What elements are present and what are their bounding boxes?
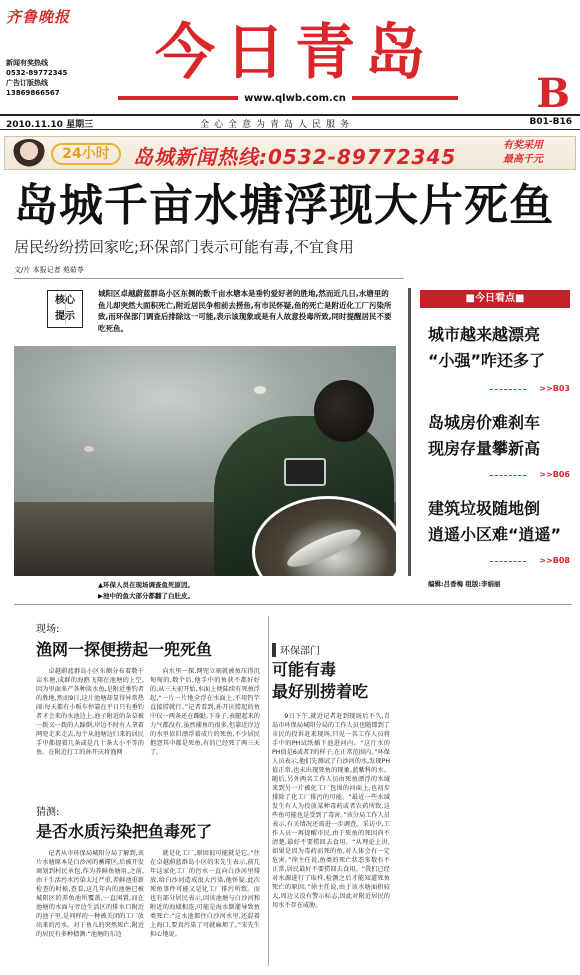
cause-title: 是否水质污染把鱼毒死了 <box>36 822 213 841</box>
website[interactable] <box>150 93 440 104</box>
subhead: 居民纷纷捞回家吃;环保部门表示可能有毒,不宜食用 <box>14 238 354 256</box>
banner-slogan <box>503 139 563 167</box>
key-points-box <box>47 290 83 328</box>
highlight-item[interactable] <box>428 322 573 374</box>
masthead-title: 今日青岛 <box>155 18 435 88</box>
banner-slogan-2: 最高千元 <box>503 154 543 165</box>
cause-body-col-2: 就是化工厂,原因很可能就是它。”住在卓越蔚蓝群岛小区的宋先生表示,前几年这家化工厂的污水一直向白沙河里排放,给白沙河造成很大污染,他怀疑,此次死鱼事件可能又是化工厂排污所致。而也有部分居民表示,因该池塘与白沙河和附近的海域相连,可能是海水倒灌导致鱼类死亡:“这水池都往白沙河水里,还混着上海口,要真污染了可就麻烦了。”宋先生担心地说。 <box>150 850 260 938</box>
cause-body-col-1: 记者从市环保局城阳分局了解到,该片水塘原本是白沙河的蓄滞区,后被开发商划到村民承包,作为养鲜鱼塘用,之前,由于生活污水污染太过严重,养鲜池重新检查的时候,查看,这几年内的池塘已被城阳区的养鱼池所覆盖,一直闲置,而在池塘的水面与旁边生活区的排水口附近的池子里,是同样的一种被关闭的工厂放出来的污水。对于鱼儿的突然死亡,附近的居民有多种猜测:“池塘的东边 <box>36 850 144 938</box>
caption-1: ▲环保人员在现场调查鱼死原因。 <box>98 581 194 589</box>
hotline-banner[interactable] <box>4 136 576 170</box>
headline: 岛城千亩水塘浮现大片死鱼 <box>14 180 554 231</box>
key-char-4: 示 <box>65 311 75 322</box>
divider <box>14 604 572 605</box>
website-text[interactable]: www.qlwb.com.cn <box>238 93 352 104</box>
section-marker-icon <box>272 643 276 657</box>
dead-fish-photo[interactable] <box>14 346 396 576</box>
scene-body-col-1: 卓越蔚蓝群岛小区东侧分布着数千亩水塘,成群的海鸥飞翔在池塘的上空,因为里面多产各种淡水鱼,是附近垂钓者的胜地,然而9日,这片池塘却显得异常热闹:每天都有小贩车停靠在平日只有垂钓者才会来的水池边上,池子附近的杂草被一拨又一拨的人踩倒,岸边不时有人拿着网兜走来走去,每个从池塘边归来的居民手中都提着几条或是几十条大小不等的鱼。在附近打工的孙开庆将渔网 <box>36 668 144 756</box>
highlight-page-ref[interactable]: >>B08 <box>490 556 570 565</box>
sidebar-rule <box>408 288 411 576</box>
ad-number: 13869866567 <box>6 89 60 97</box>
banner-badge: 24小时 <box>51 143 121 165</box>
scene-kicker: 现场: <box>36 624 60 635</box>
inspector-head <box>314 380 374 442</box>
floating-fish <box>254 386 266 394</box>
key-char-2: 心 <box>65 295 75 306</box>
edition-letter: B <box>536 70 570 117</box>
highlight-line-1[interactable]: 城市越来越漂亮 <box>428 325 541 344</box>
hotline-number: 0532-89772345 <box>6 69 68 77</box>
issue-date: 2010.11.10 星期三 <box>6 120 94 130</box>
highlight-item[interactable] <box>428 410 573 462</box>
hotline-label: 新闻有奖热线 <box>6 59 48 67</box>
dateline-slogan: 全心全意为青岛人民服务 <box>200 120 355 130</box>
env-title-1: 可能有毒 <box>272 660 337 679</box>
key-char-1: 核 <box>55 295 65 306</box>
highlight-line-1[interactable]: 建筑垃圾随地倒 <box>428 499 541 518</box>
photo-captions <box>98 580 194 602</box>
operator-icon <box>11 139 47 169</box>
highlight-line-1[interactable]: 岛城房价难刹车 <box>428 413 541 432</box>
editors-credit: 编辑:吕香梅 组版:李娟丽 <box>428 580 501 588</box>
cause-kicker: 猜测: <box>36 807 60 818</box>
lead-paragraph: 城阳区卓越蔚蓝群岛小区东侧的数千亩水塘本是垂钓爱好者的胜地,然而近几日,水塘里的鱼儿却突然大面积死亡,附近居民争相前去捞鱼,有市民怀疑,鱼的死亡是附近化工厂污染所致,而环保部门调查后排除这一可能,表示该现象或是有人故意投毒所致,同时提醒居民不要吃死鱼。 <box>98 289 392 333</box>
key-char-3: 提 <box>55 311 65 322</box>
floating-fish <box>84 446 94 452</box>
env-kicker: 环保部门 <box>280 646 320 657</box>
highlight-page-ref[interactable]: >>B03 <box>490 384 570 393</box>
highlight-line-2[interactable]: 现房存量攀新高 <box>428 439 541 458</box>
scene-body-col-2: 向水里一探,网兜立刻就被鱼压得沉甸甸的,数个后,他手中的鱼获不都好好的,从三天前开始,水面上便陆续有死鱼浮起,“一片一片地全浮在水面上,不用钓竿直接捞就行。”记者看到,孙开庆捞起的鱼中仅一两条还在蹦跶,下身子,表腿起来的力气都没有,虽然捕鱼的很多,但靠近岸边的水里依旧漂浮着成片的死鱼,不少居民抱怨其中都是死鱼,有的已经死了两三天了。 <box>150 668 260 756</box>
camera-phone-icon <box>284 458 326 486</box>
page-range: B01-B16 <box>529 117 572 127</box>
divider <box>14 278 404 279</box>
highlight-item[interactable] <box>428 496 573 548</box>
highlight-line-2[interactable]: “小强”咋还多了 <box>428 351 546 370</box>
caption-2: ▶池中的鱼大部分都翻了白肚皮。 <box>98 592 194 600</box>
column-rule <box>268 616 269 966</box>
highlights-header: ■今日看点■ <box>420 290 570 308</box>
byline: 文/片 本报记者 苑茹苓 <box>14 266 84 274</box>
highlight-line-2[interactable]: 逍遥小区难“逍遥” <box>428 525 562 544</box>
env-title-2: 最好别捞着吃 <box>272 682 369 701</box>
env-body: 9日下午,就近记者赶到现场后不久,青岛市环保局城阳分局的工作人员也随即到了市民的投诉赶来现场,只见一名工作人员将手中的PH试纸插下池进河内。“这片水的PH值是6或者7的样子,在正常范围内。”环保人员表示,他们先测试了白沙河的水,发现PH值正常,也未出现死鱼的现象,蓝紫科的水。随后,另外两名工作人员由死鱼漂浮的水域来到另一片被化工厂包围的河面上,也初步排除了化工厂排污的可能。“最近一些水域发生有人为投放某种毒药或者农药所致,这些鱼可能也是受到了毒害。”该分局工作人员表示,有关情况还需进一步调查。采访中,工作人员一再提醒市民,由于死鱼的死因尚不清楚,最好不要捞回去食用。“从理论上讲,如果是因为毒药而死的鱼,对人体会有一定危害。”徐主任说,鱼类的死亡状态多数有不正常,居民最好不要捞回去食用。“我们已经对水源进行了取样,检测之后才能知道死鱼死亡的原因。”徐主任说,由于该水塘面积较大,周边又没有警示标志,因此对附近居民的用水不存在威胁。 <box>272 713 390 909</box>
highlight-page-ref[interactable]: >>B06 <box>490 470 570 479</box>
dateline <box>0 114 580 130</box>
hotlines <box>6 58 67 98</box>
banner-slogan-1: 有奖采用 <box>503 140 543 151</box>
ad-label: 广告订版热线 <box>6 79 48 87</box>
banner-text: 岛城新闻热线:0532-89772345 <box>133 145 457 169</box>
scene-title: 渔网一探便捞起一兜死鱼 <box>36 640 213 659</box>
newspaper-logo: 齐鲁晚报 <box>6 8 71 26</box>
